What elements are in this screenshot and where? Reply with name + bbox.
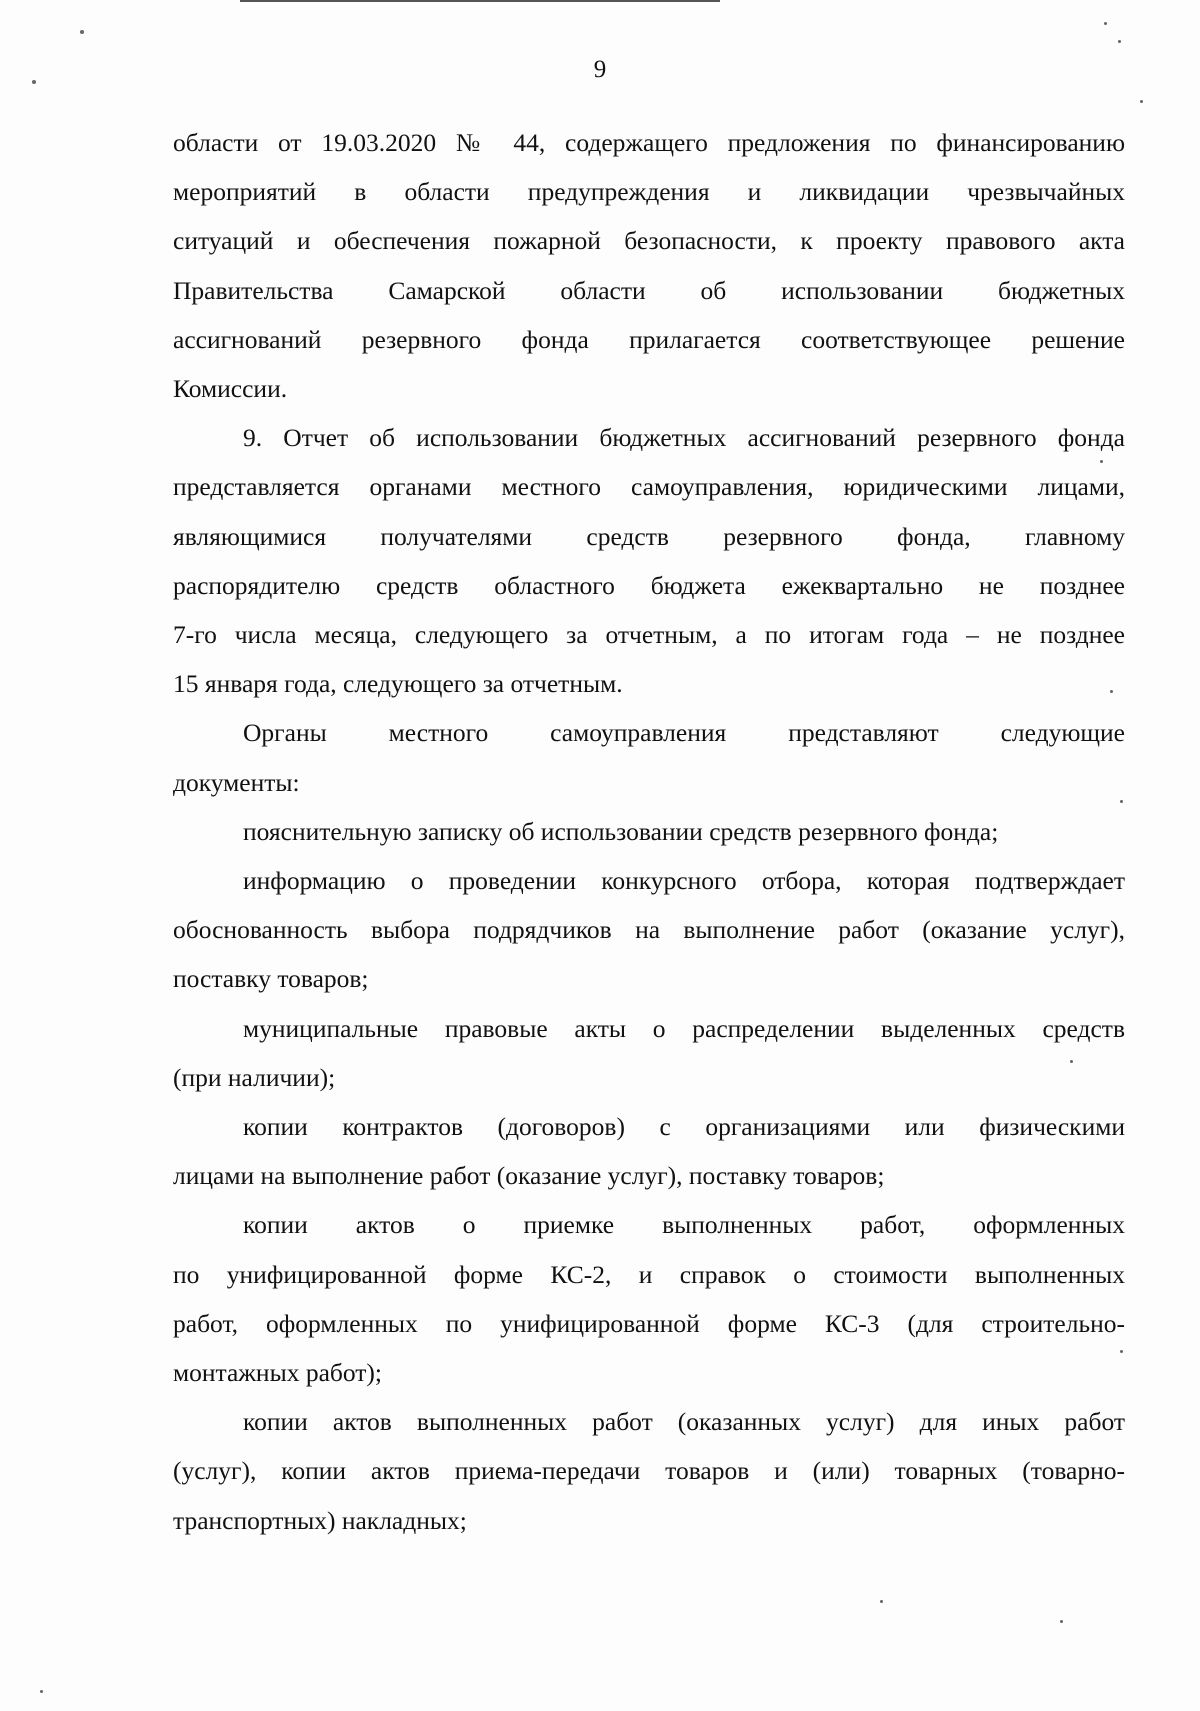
page-number: 9 xyxy=(593,56,607,83)
text-line: по унифицированной форме КС-2, и справок о стоимости выполненных xyxy=(173,1259,1125,1289)
scan-speck xyxy=(1118,40,1121,43)
text-line: области от 19.03.2020 № 44, содержащего предложения по финансированию xyxy=(173,128,1125,157)
scan-speck xyxy=(1110,690,1113,693)
text-line: информацию о проведении конкурсного отбора, которая подтверждает xyxy=(243,866,1125,896)
text-line: муниципальные правовые акты о распределении выделенных средств xyxy=(243,1013,1125,1043)
text-line: Комиссии. xyxy=(173,374,288,404)
scan-speck xyxy=(1060,1620,1063,1623)
text-line: работ, оформленных по унифицированной форме КС-3 (для строительно- xyxy=(173,1308,1125,1338)
scan-speck xyxy=(1140,100,1143,103)
text-line: документы: xyxy=(173,767,300,797)
scan-speck xyxy=(32,80,36,84)
text-line: являющимися получателями средств резервного фонда, главному xyxy=(173,521,1125,551)
text-line: обоснованность выбора подрядчиков на выполнение работ (оказание услуг), xyxy=(173,915,1125,945)
text-line: 7-го числа месяца, следующего за отчетным, а по итогам года – не позднее xyxy=(173,620,1125,650)
list-item-acceptance-acts xyxy=(173,1200,1125,1397)
document-body xyxy=(173,118,1125,1545)
text-line: мероприятий в области предупреждения и ликвидации чрезвычайных xyxy=(173,177,1125,207)
scan-speck xyxy=(1100,460,1103,463)
text-line: поставку товаров; xyxy=(173,964,369,994)
text-line: распорядителю средств областного бюджета ежеквартально не позднее xyxy=(173,570,1125,600)
text-line: копии актов о приемке выполненных работ, оформленных xyxy=(243,1210,1125,1240)
text-line: (при наличии); xyxy=(173,1062,336,1092)
paragraph-item-9 xyxy=(173,413,1125,708)
text-line: Органы местного самоуправления представляют следующие xyxy=(243,718,1125,748)
scan-speck xyxy=(1070,1060,1073,1063)
text-line: лицами на выполнение работ (оказание услуг), поставку товаров; xyxy=(173,1161,885,1191)
text-line: (услуг), копии актов приема-передачи товаров и (или) товарных (товарно- xyxy=(173,1456,1125,1486)
scan-speck xyxy=(40,1690,43,1693)
list-item-contracts xyxy=(173,1102,1125,1200)
text-line: копии контрактов (договоров) с организациями или физическими xyxy=(243,1112,1125,1142)
text-line: пояснительную записку об использовании средств резервного фонда; xyxy=(243,816,999,846)
list-item-competitive-selection xyxy=(173,856,1125,1004)
scan-speck xyxy=(1120,800,1123,803)
top-edge-rule xyxy=(240,0,720,2)
text-line: представляется органами местного самоуправления, юридическими лицами, xyxy=(173,472,1125,502)
paragraph-continuation xyxy=(173,118,1125,413)
text-line: 9. Отчет об использовании бюджетных ассигнований резервного фонда xyxy=(243,423,1125,453)
list-item-explanatory-note xyxy=(173,807,1125,856)
text-line: Правительства Самарской области об использовании бюджетных xyxy=(173,275,1125,305)
text-line: ситуаций и обеспечения пожарной безопасности, к проекту правового акта xyxy=(173,226,1125,256)
scan-speck xyxy=(80,30,84,34)
text-line: монтажных работ); xyxy=(173,1358,383,1388)
text-line: транспортных) накладных; xyxy=(173,1505,467,1535)
paragraph-documents-intro xyxy=(173,708,1125,806)
scan-speck xyxy=(1120,1350,1123,1353)
scan-speck xyxy=(880,1600,883,1603)
list-item-other-acts xyxy=(173,1397,1125,1545)
scan-speck xyxy=(1104,22,1107,25)
text-line: ассигнований резервного фонда прилагается соответствующее решение xyxy=(173,324,1125,354)
text-line: 15 января года, следующего за отчетным. xyxy=(173,669,623,699)
list-item-municipal-acts xyxy=(173,1004,1125,1102)
text-line: копии актов выполненных работ (оказанных услуг) для иных работ xyxy=(243,1407,1125,1437)
